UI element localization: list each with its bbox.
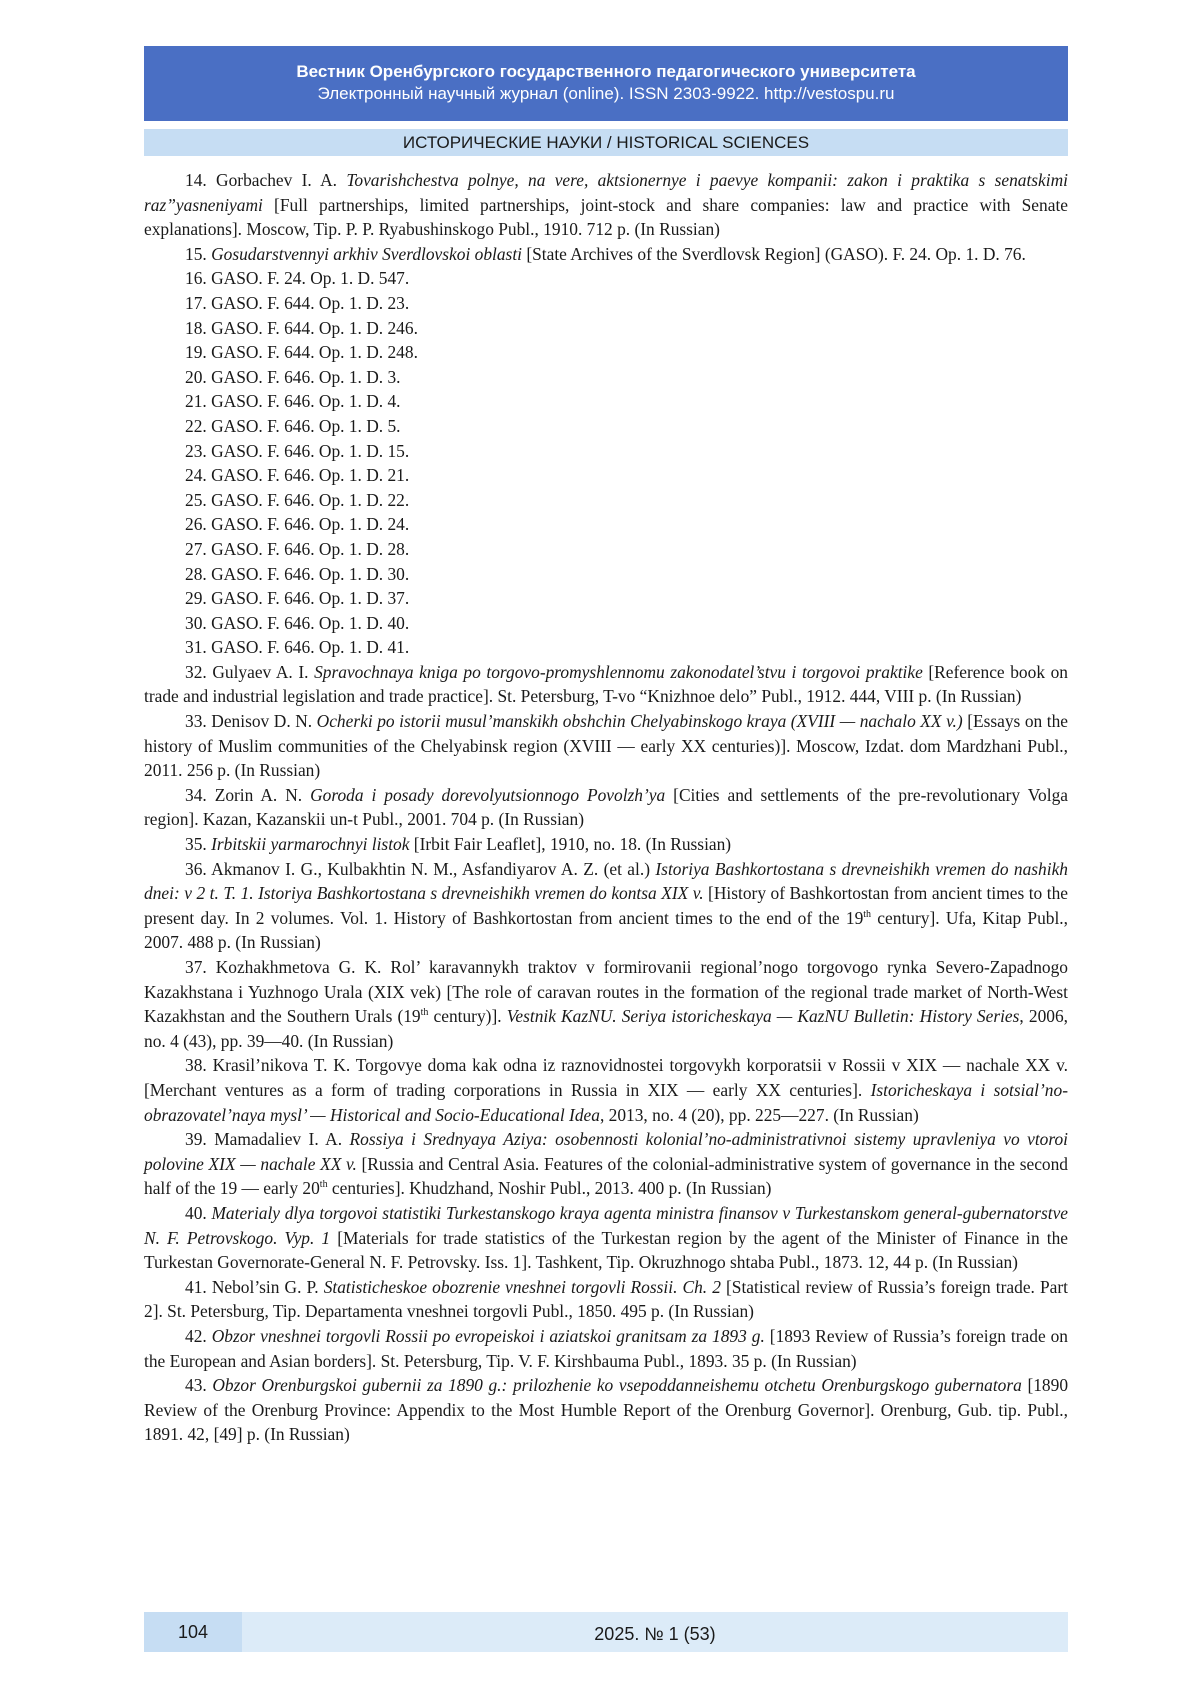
reference-text: , 2006, no. 4 (43), pp. 39—40. (In Russian)	[144, 1006, 1068, 1051]
reference-text: 33. Denisov D. N.	[185, 711, 317, 732]
reference-text: 23. GASO. F. 646. Op. 1. D. 15.	[185, 440, 410, 461]
reference-item	[144, 832, 1068, 857]
reference-text: 18. GASO. F. 644. Op. 1. D. 246.	[185, 317, 418, 338]
reference-text: 43.	[185, 1375, 213, 1396]
reference-item	[144, 611, 1068, 636]
reference-item	[144, 463, 1068, 488]
reference-text: 34. Zorin A. N.	[185, 784, 311, 805]
reference-text: 31. GASO. F. 646. Op. 1. D. 41.	[185, 637, 410, 658]
reference-item	[144, 1324, 1068, 1373]
reference-text: [Statistical review of Russia’s foreign trade. Part 2]. St. Petersburg, Tip. Departamenta vneshnei torgovli Publ., 1850. 495 p. (In Russian)	[144, 1276, 1068, 1322]
reference-text: 35.	[185, 834, 212, 855]
reference-text: 39. Mamadaliev I. A.	[185, 1129, 350, 1150]
reference-item	[144, 709, 1068, 783]
reference-text: 37. Kozhakhmetova G. K. Rol’ karavannykh traktov v formirovanii regional’nogo torgovogo rynka Severo-Zapadnogo Kazakhstana i Yuzhnogo Urala (XIX vek) [The role of caravan routes in the formation of the regional trade market of North-West Kazakhstan and the Southern Urals (19	[144, 957, 1068, 1027]
reference-text: century]. Ufa, Kitap Publ., 2007. 488 p. (In Russian)	[144, 907, 1068, 953]
reference-text: [History of Bashkortostan from ancient times to the present day. In 2 volumes. Vol. 1. History of Bashkortostan from ancient times to the end of the 19	[144, 883, 1068, 928]
reference-text: 29. GASO. F. 646. Op. 1. D. 37.	[185, 588, 410, 609]
reference-title: Vestnik KazNU. Seriya istoricheskaya — KazNU Bulletin: History Series	[506, 1006, 1020, 1027]
reference-text: [1893 Review of Russia’s foreign trade on the European and Asian borders]. St. Petersburg, Tip. V. F. Kirshbauma Publ., 1893. 35 p. (In Russian)	[144, 1325, 1069, 1371]
reference-item	[144, 537, 1068, 562]
reference-item	[144, 414, 1068, 439]
reference-title: Materialy dlya torgovoi statistiki Turkestanskogo kraya agenta ministra finansov v Turkestanskom general-gubernatorstve N. F. Petrovskogo. Vyp. 1	[144, 1202, 1069, 1248]
reference-text: 32. Gulyaev A. I.	[185, 661, 315, 682]
reference-title: Goroda i posady dorevolyutsionnogo Povolzh’ya	[310, 784, 666, 805]
reference-item	[144, 1275, 1068, 1324]
reference-text: [Full partnerships, limited partnerships, joint-stock and share companies: law and practice with Senate explanations]. Moscow, Tip. P. P. Ryabushinskogo Publ., 1910. 712 p. (In Russian)	[144, 194, 1068, 240]
journal-header	[144, 46, 1068, 121]
reference-text: century)].	[428, 1006, 507, 1027]
reference-text: [Reference book on trade and industrial legislation and trade practice]. St. Petersburg, T-vo “Knizhnoe delo” Publ., 1912. 444, VIII p. (In Russian)	[144, 661, 1068, 707]
reference-text: 27. GASO. F. 646. Op. 1. D. 28.	[185, 538, 410, 559]
reference-title: Statisticheskoe obozrenie vneshnei torgovli Rossii. Ch. 2	[323, 1276, 721, 1297]
reference-item	[144, 365, 1068, 390]
reference-title: Gosudarstvennyi arkhiv Sverdlovskoi oblasti	[211, 243, 522, 264]
reference-item	[144, 512, 1068, 537]
reference-item	[144, 1127, 1068, 1201]
reference-list	[144, 168, 1068, 1447]
reference-text: [State Archives of the Sverdlovsk Region] (GASO). F. 24. Op. 1. D. 76.	[521, 243, 1026, 264]
reference-item	[144, 291, 1068, 316]
reference-item	[144, 316, 1068, 341]
reference-item	[144, 242, 1068, 267]
reference-item	[144, 586, 1068, 611]
reference-text: [Materials for trade statistics of the Turkestan region by the agent of the Minister of Finance in the Turkestan Governorate-General N. F. Petrovsky. Iss. 1]. Tashkent, Tip. Okruzhnogo shtaba Publ., 1873. 12, 44 p. (In Russian)	[144, 1227, 1068, 1273]
reference-text: 14. Gorbachev I. A.	[185, 170, 347, 190]
reference-text: 21. GASO. F. 646. Op. 1. D. 4.	[185, 391, 401, 412]
reference-text: 42.	[185, 1325, 212, 1346]
reference-item	[144, 955, 1068, 1053]
reference-title: Obzor vneshnei torgovli Rossii po evropeiskoi i aziatskoi granitsam za 1893 g.	[211, 1325, 765, 1346]
page-footer	[144, 1612, 1068, 1652]
reference-title: Istoriya Bashkortostana s drevneishikh vremen do nashikh dnei: v 2 t. T. 1. Istoriya Bashkortostana s drevneishikh vremen do kontsa XIX v.	[144, 858, 1068, 904]
reference-text: 36. Akmanov I. G., Kulbakhtin N. M., Asfandiyarov A. Z. (et al.)	[185, 858, 656, 879]
reference-item	[144, 635, 1068, 660]
journal-title: Вестник Оренбургского государственного педагогического университета	[296, 62, 916, 81]
page-number: 104	[144, 1612, 242, 1652]
reference-text: 22. GASO. F. 646. Op. 1. D. 5.	[185, 415, 401, 436]
reference-text: 40.	[185, 1202, 212, 1223]
reference-title: Obzor Orenburgskoi gubernii za 1890 g.: prilozhenie ko vsepoddanneishemu otchetu Orenburgskogo gubernatora	[212, 1375, 1022, 1396]
reference-text: [1890 Review of the Orenburg Province: Appendix to the Most Humble Report of the Orenburg Governor]. Orenburg, Gub. tip. Publ., 1891. 42, [49] p. (In Russian)	[144, 1375, 1069, 1445]
reference-text: centuries]. Khudzhand, Noshir Publ., 2013. 400 p. (In Russian)	[327, 1178, 772, 1199]
reference-item	[144, 266, 1068, 291]
reference-item	[144, 1373, 1068, 1447]
reference-item	[144, 389, 1068, 414]
reference-item	[144, 660, 1068, 709]
reference-item	[144, 439, 1068, 464]
reference-item	[144, 168, 1068, 242]
reference-item	[144, 562, 1068, 587]
reference-text: 26. GASO. F. 646. Op. 1. D. 24.	[185, 514, 410, 535]
reference-text: 20. GASO. F. 646. Op. 1. D. 3.	[185, 366, 401, 387]
reference-text: 30. GASO. F. 646. Op. 1. D. 40.	[185, 612, 410, 633]
reference-text: 15.	[185, 243, 212, 264]
reference-text: [Essays on the history of Muslim communities of the Chelyabinsk region (XVIII — early XX centuries)]. Moscow, Izdat. dom Mardzhani Publ., 2011. 256 p. (In Russian)	[144, 711, 1069, 781]
reference-text: [Russia and Central Asia. Features of the colonial-administrative system of governance in the second half of the 19 — early 20	[144, 1153, 1068, 1199]
reference-text: 16. GASO. F. 24. Op. 1. D. 547.	[185, 268, 410, 289]
reference-text: 19. GASO. F. 644. Op. 1. D. 248.	[185, 342, 418, 363]
reference-title: Tovarishchestva polnye, na vere, aktsionernye i paevye kompanii: zakon i praktika s senatskimi raz”yasneniyami	[144, 170, 1068, 215]
reference-text: 28. GASO. F. 646. Op. 1. D. 30.	[185, 563, 410, 584]
reference-text: 25. GASO. F. 646. Op. 1. D. 22.	[185, 489, 410, 510]
reference-title: Ocherki po istorii musul’manskikh obshchin Chelyabinskogo kraya (XVIII — nachalo XX v.)	[316, 711, 963, 732]
reference-item	[144, 1053, 1068, 1127]
reference-text: 41. Nebol’sin G. P.	[185, 1276, 324, 1297]
reference-text: [Irbit Fair Leaflet], 1910, no. 18. (In Russian)	[409, 834, 732, 855]
reference-item	[144, 488, 1068, 513]
issue-info: 2025. № 1 (53)	[594, 1624, 716, 1644]
reference-text: , 2013, no. 4 (20), pp. 225—227. (In Russian)	[599, 1104, 919, 1125]
reference-text: 38. Krasil’nikova T. K. Torgovye doma kak odna iz raznovidnostei torgovykh korporatsii v Rossii v XIX — nachale XX v. [Merchant ventures as a form of trading corporations in Russia in XIX — early XX centuries].	[144, 1055, 1068, 1100]
reference-title: Rossiya i Srednyaya Aziya: osobennosti kolonial’no-administrativnoi sistemy upravleniya vo vtoroi polovine XIX — nachale XX v.	[144, 1129, 1068, 1174]
reference-item	[144, 1201, 1068, 1275]
superscript: th	[420, 1007, 429, 1019]
reference-item	[144, 340, 1068, 365]
superscript: th	[863, 909, 872, 921]
reference-text: 17. GASO. F. 644. Op. 1. D. 23.	[185, 292, 410, 313]
section-title: ИСТОРИЧЕСКИЕ НАУКИ / HISTORICAL SCIENCES	[144, 129, 1068, 156]
reference-title: Spravochnaya kniga po torgovo-promyshlennomu zakonodatel’stvu i torgovoi praktike	[314, 661, 923, 682]
reference-item	[144, 857, 1068, 955]
reference-title: Irbitskii yarmarochnyi listok	[211, 834, 410, 855]
reference-title: Istoricheskaya i sotsial’no-obrazovatel’naya mysl’ — Historical and Socio-Educational Idea	[144, 1079, 1068, 1125]
journal-subtitle: Электронный научный журнал (online). ISSN 2303-9922. http://vestospu.ru	[317, 84, 895, 103]
reference-text: 24. GASO. F. 646. Op. 1. D. 21.	[185, 465, 410, 486]
reference-item	[144, 783, 1068, 832]
reference-text: [Cities and settlements of the pre-revolutionary Volga region]. Kazan, Kazanskii un-t Publ., 2001. 704 p. (In Russian)	[144, 784, 1068, 830]
superscript: th	[319, 1179, 328, 1191]
